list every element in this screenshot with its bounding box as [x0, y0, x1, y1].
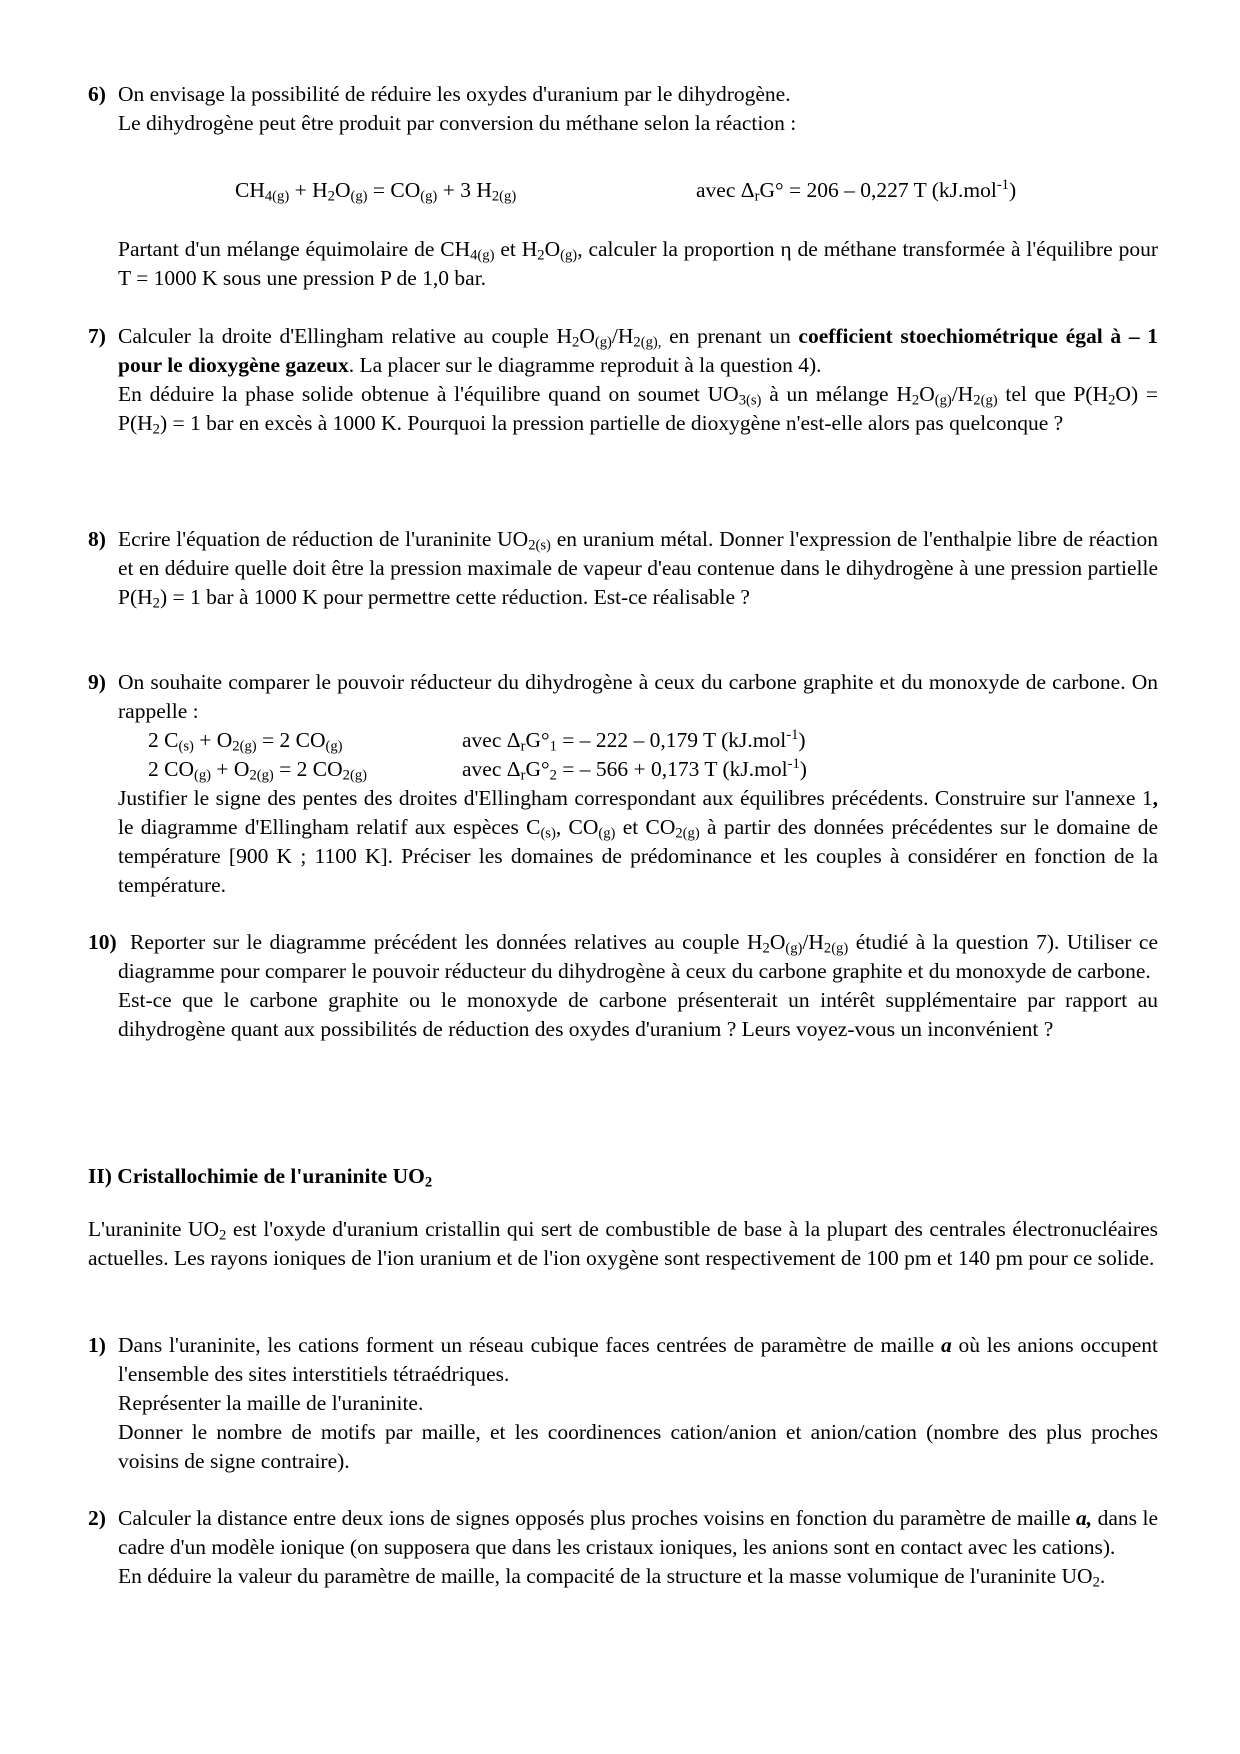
q6-paragraph: Partant d'un mélange équimolaire de $CH_{4(g)}$ et $H_2O_{(g)}$, calculer la proportion η de méthane transformée à l'équilibre pour T = 1000 K sous une pression P de 1,0 bar.: [118, 237, 1158, 290]
carbon-reaction-2: 2 $CO_{(g)} + O_{2(g)} = 2$ $CO_{2(g)}$: [148, 757, 368, 784]
question-number: 6): [88, 82, 106, 106]
section2-question-2: [88, 1504, 1158, 1591]
q9-intro: On souhaite comparer le pouvoir réducteur du dihydrogène à ceux du carbone graphite et du monoxyde de carbone. On rappelle :: [118, 670, 1158, 723]
question-8: [88, 525, 1158, 612]
carbon-reaction-1: 2 $C_{(s)} + O_{2(g)} = 2$ $CO_{(g)}$: [148, 728, 343, 755]
question-number: 9): [88, 670, 106, 694]
question-6-part-2: [88, 235, 1158, 293]
q6-line2: Le dihydrogène peut être produit par conversion du méthane selon la réaction :: [118, 111, 797, 135]
question-6: [88, 80, 1158, 138]
q10-paragraph-1: Reporter sur le diagramme précédent les données relatives au couple $H_2O_{(g)}/H_{2(g)}$ étudié à la question 7). Utiliser ce diagramme pour comparer le pouvoir réducteur du dihydrogène à ceux du carbone graphite et du monoxyde de carbone.: [118, 930, 1158, 983]
methane-reaction: $CH_{4(g)} + H_2O_{(g)} = CO_{(g)} + 3$ $H_{2(g)}$: [235, 178, 517, 205]
carbon-reaction-1-gibbs: avec $\Delta_rG^\circ_1$ = – 222 – 0,179 T (kJ.mol$^{-1}$): [462, 726, 806, 755]
question-9: [88, 668, 1158, 726]
question-number: 8): [88, 527, 106, 551]
question-number: 1): [88, 1333, 106, 1357]
question-10: [88, 928, 1158, 1044]
carbon-reaction-2-gibbs: avec $\Delta_rG^\circ_2$ = – 566 + 0,173 T (kJ.mol$^{-1}$): [462, 755, 807, 784]
section-title: II) Cristallochimie de l'uraninite $UO_2$: [88, 1164, 433, 1191]
question-7: [88, 322, 1158, 438]
methane-reaction-gibbs: avec $\Delta_rG^\circ = 206 - 0,227$ T (kJ.mol$^{-1}$): [696, 176, 1017, 205]
s2q1-paragraph-3: Donner le nombre de motifs par maille, et les coordinences cation/anion et anion/cation (nombre des plus proches voisins de signe contraire).: [118, 1420, 1158, 1473]
q9-paragraph: Justifier le signe des pentes des droites d'Ellingham correspondant aux équilibres précédents. Construire sur l'annexe 1, le diagramme d'Ellingham relatif aux espèces $C_{(s)}$, $CO_{(g)}$ et $CO_{2(g)}$ à partir des données précédentes sur le domaine de température [900 K ; 1100 K]. Préciser les domaines de prédominance et les couples à considérer en fonction de la température.: [118, 786, 1158, 897]
s2q2-paragraph-1: Calculer la distance entre deux ions de signes opposés plus proches voisins en fonction du paramètre de maille a, dans le cadre d'un modèle ionique (on supposera que dans les cristaux ioniques, les anions sont en contact avec les cations).: [118, 1506, 1158, 1559]
q6-line1: On envisage la possibilité de réduire les oxydes d'uranium par le dihydrogène.: [118, 82, 791, 106]
section2-question-1: [88, 1331, 1158, 1476]
question-number: 2): [88, 1506, 106, 1530]
section-intro: L'uraninite $UO_2$ est l'oxyde d'uranium cristallin qui sert de combustible de base à la plupart des centrales électronucléaires actuelles. Les rayons ioniques de l'ion uranium et de l'ion oxygène sont respectivement de 100 pm et 140 pm pour ce solide.: [88, 1217, 1158, 1270]
q7-paragraph-1: Calculer la droite d'Ellingham relative au couple $H_2O_{(g)}/H_{2(g),}$ en prenant un coefficient stoechiométrique égal à – 1 pour le dioxygène gazeux. La placer sur le diagramme reproduit à la question 4).: [118, 324, 1158, 377]
q7-paragraph-2: En déduire la phase solide obtenue à l'équilibre quand on soumet $UO_{3(s)}$ à un mélange $H_2O_{(g)}/H_{2(g)}$ tel que $P(H_2O) = P(H_2) = 1$ bar en excès à 1000 K. Pourquoi la pression partielle de dioxygène n'est-elle alors pas quelconque ?: [118, 382, 1159, 438]
q10-paragraph-2: Est-ce que le carbone graphite ou le monoxyde de carbone présenterait un intérêt supplémentaire par rapport au dihydrogène quant aux possibilités de réduction des oxydes d'uranium ? Leurs voyez-vous un inconvénient ?: [118, 988, 1158, 1041]
s2q1-paragraph-1: Dans l'uraninite, les cations forment un réseau cubique faces centrées de paramètre de maille a où les anions occupent l'ensemble des sites interstitiels tétraédriques.: [118, 1333, 1158, 1386]
s2q2-paragraph-2: En déduire la valeur du paramètre de maille, la compacité de la structure et la masse volumique de l'uraninite $UO_2$.: [118, 1564, 1106, 1591]
question-number: 10): [88, 930, 117, 954]
s2q1-paragraph-2: Représenter la maille de l'uraninite.: [118, 1391, 424, 1415]
question-number: 7): [88, 324, 106, 348]
question-9-part-2: [88, 784, 1158, 900]
q8-paragraph: Ecrire l'équation de réduction de l'uraninite $UO_{2(s)}$ en uranium métal. Donner l'expression de l'enthalpie libre de réaction et en déduire quelle doit être la pression maximale de vapeur d'eau contenue dans le dihydrogène à une pression partielle $P(H_2) = 1$ bar à 1000 K pour permettre cette réduction. Est-ce réalisable ?: [118, 527, 1159, 612]
